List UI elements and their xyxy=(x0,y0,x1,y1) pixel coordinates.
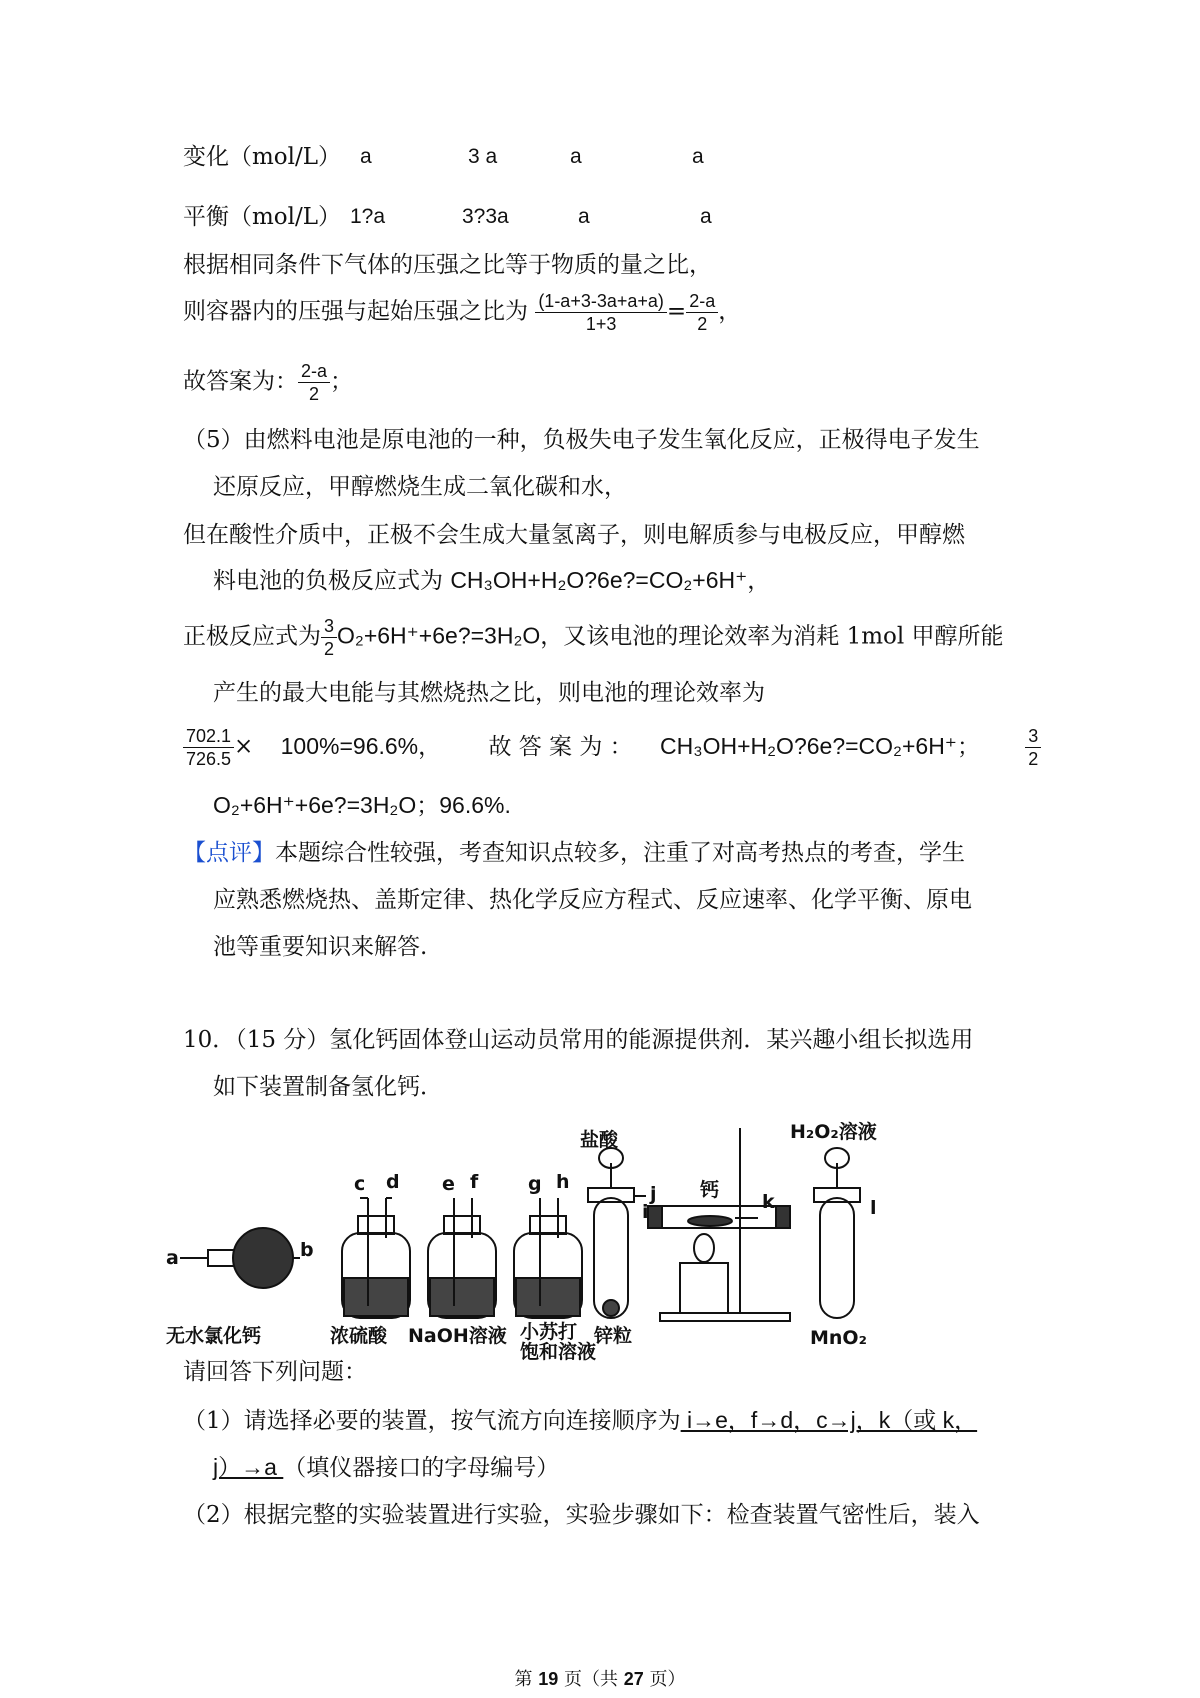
port-label-h: h xyxy=(556,1171,570,1193)
times-sign: × xyxy=(234,733,254,760)
port-label-e: e xyxy=(442,1173,455,1195)
caption-soda-2: 饱和溶液 xyxy=(520,1341,597,1363)
cell: 1?a xyxy=(350,205,386,228)
text: （填仪器接口的字母编号） xyxy=(283,1455,560,1481)
pressure-ratio-line xyxy=(183,290,741,335)
text: ， xyxy=(718,298,742,325)
text-line: 应熟悉燃烧热、盖斯定律、热化学反应方程式、反应速率、化学平衡、原电 xyxy=(213,887,972,913)
text: 正极反应式为 xyxy=(183,623,321,650)
cell: 3?3a xyxy=(462,205,509,228)
cell: a xyxy=(578,205,590,228)
denominator: 2 xyxy=(309,384,320,404)
fraction xyxy=(1025,725,1041,770)
text: （1）请选择必要的装置，按气流方向连接顺序为 xyxy=(183,1408,681,1434)
zinc-reaction-tube xyxy=(588,1148,646,1318)
port-label-i: i xyxy=(642,1201,649,1223)
equation: O₂+6H⁺+6e?=3H₂O xyxy=(337,622,541,649)
cell: a xyxy=(700,205,712,228)
cell: a xyxy=(360,145,372,168)
fraction xyxy=(686,290,718,335)
question-2: （2）根据完整的实验装置进行实验，实验步骤如下：检查装置气密性后，装入 xyxy=(183,1502,980,1528)
denominator: 2 xyxy=(324,639,335,659)
text-line: 请回答下列问题： xyxy=(183,1359,367,1385)
text-line: 池等重要知识来解答. xyxy=(213,934,428,960)
fraction xyxy=(183,725,234,770)
port-label-c: c xyxy=(354,1173,366,1195)
text-line: 根据相同条件下气体的压强之比等于物质的量之比， xyxy=(183,252,712,278)
efficiency-line xyxy=(183,725,1041,770)
answer-blank: j）→a xyxy=(213,1454,284,1480)
answer-line xyxy=(183,360,353,405)
page-number: 19 xyxy=(538,1669,559,1689)
denominator: 2 xyxy=(697,314,708,334)
reagent-label-h2o2: H₂O₂溶液 xyxy=(790,1121,877,1143)
numerator: 3 xyxy=(1025,725,1041,748)
cell: a xyxy=(570,145,582,168)
caption-h2so4: 浓硫酸 xyxy=(330,1325,388,1347)
equation: CH₃OH+H₂O?6e?=CO₂+6H⁺； xyxy=(660,732,980,759)
port-label-l: l xyxy=(870,1197,877,1219)
total-pages: 27 xyxy=(623,1669,644,1689)
row-label: 平衡（mol/L） xyxy=(183,204,342,230)
text: ， xyxy=(747,568,771,594)
text: 100%=96.6%， xyxy=(280,732,442,759)
caption-zinc: 锌粒 xyxy=(594,1325,633,1347)
answer-blank: i→e，f→d，c→j，k（或 k， xyxy=(680,1407,978,1433)
numerator: 2-a xyxy=(686,290,718,313)
text: 页） xyxy=(643,1669,686,1690)
text-line: （5）由燃料电池是原电池的一种，负极失电子发生氧化反应，正极得电子发生 xyxy=(183,427,980,453)
text: ，又该电池的理论效率为消耗 1mol 甲醇所能 xyxy=(540,623,1004,650)
caption-naoh: NaOH溶液 xyxy=(408,1325,507,1347)
text: 本题综合性较强，考查知识点较多，注重了对高考热点的考查，学生 xyxy=(275,840,965,866)
wash-bottle-ef xyxy=(428,1198,496,1318)
reagent-label-ca: 钙 xyxy=(700,1179,720,1201)
caption-soda: 小苏打 xyxy=(520,1321,578,1343)
neg-electrode-line xyxy=(213,565,770,596)
oxygen-reaction-tube xyxy=(814,1148,860,1318)
pos-electrode-line xyxy=(183,615,1004,660)
text-line: O₂+6H⁺+6e?=3H₂O；96.6%. xyxy=(213,792,511,818)
denominator: 2 xyxy=(1028,749,1039,769)
text: 故答案为： xyxy=(183,368,298,395)
fraction xyxy=(298,360,330,405)
equation: CH₃OH+H₂O?6e?=CO₂+6H⁺ xyxy=(450,567,748,593)
numerator: 2-a xyxy=(298,360,330,383)
text: 则容器内的压强与起始压强之比为 xyxy=(183,298,528,325)
question-title: 10．（15 分）氢化钙固体登山运动员常用的能源提供剂．某兴趣小组长拟选用 xyxy=(183,1027,974,1053)
port-label-k: k xyxy=(762,1191,775,1213)
text: 页（共 xyxy=(558,1669,624,1690)
text: 第 xyxy=(514,1669,539,1690)
text: 故 答 案 为 ： xyxy=(488,733,633,760)
port-label-b: b xyxy=(300,1239,314,1261)
denominator: 726.5 xyxy=(186,749,232,769)
text-line: 但在酸性介质中，正极不会生成大量氢离子，则电解质参与电极反应，甲醇燃 xyxy=(183,522,965,548)
port-label-f: f xyxy=(470,1171,479,1193)
text-line: 产生的最大电能与其燃烧热之比，则电池的理论效率为 xyxy=(213,680,765,706)
page-footer xyxy=(0,1665,1200,1691)
comment-tag: 【点评】 xyxy=(183,840,275,866)
port-label-d: d xyxy=(386,1171,400,1193)
text-line: 如下装置制备氢化钙． xyxy=(213,1074,443,1100)
wash-bottle-cd xyxy=(342,1198,410,1318)
denominator: 1+3 xyxy=(585,314,617,334)
question-1 xyxy=(183,1405,977,1436)
equals-sign: = xyxy=(666,298,687,325)
numerator: 702.1 xyxy=(183,725,234,748)
apparatus-figure xyxy=(166,1108,940,1363)
wash-bottle-gh xyxy=(514,1198,582,1318)
drying-tube xyxy=(180,1228,300,1288)
port-label-a: a xyxy=(166,1247,179,1269)
cell: 3 a xyxy=(468,145,498,168)
port-label-g: g xyxy=(528,1173,542,1195)
caption-mno2: MnO₂ xyxy=(810,1327,867,1349)
row-label: 变化（mol/L） xyxy=(183,144,342,170)
question-1-cont xyxy=(213,1452,559,1483)
fraction xyxy=(535,290,667,335)
comment-line xyxy=(183,838,965,868)
reagent-label-hcl: 盐酸 xyxy=(580,1129,619,1151)
text: ； xyxy=(330,368,354,395)
cell: a xyxy=(692,145,704,168)
text-line: 还原反应，甲醇燃烧生成二氧化碳和水， xyxy=(213,474,627,500)
fraction xyxy=(321,615,337,660)
numerator: 3 xyxy=(321,615,337,638)
port-label-j: j xyxy=(650,1183,657,1205)
text: 料电池的负极反应式为 xyxy=(213,568,451,594)
numerator: (1-a+3-3a+a+a) xyxy=(535,290,667,313)
heated-tube-stand xyxy=(648,1128,790,1321)
caption-cacl2: 无水氯化钙 xyxy=(166,1325,262,1347)
